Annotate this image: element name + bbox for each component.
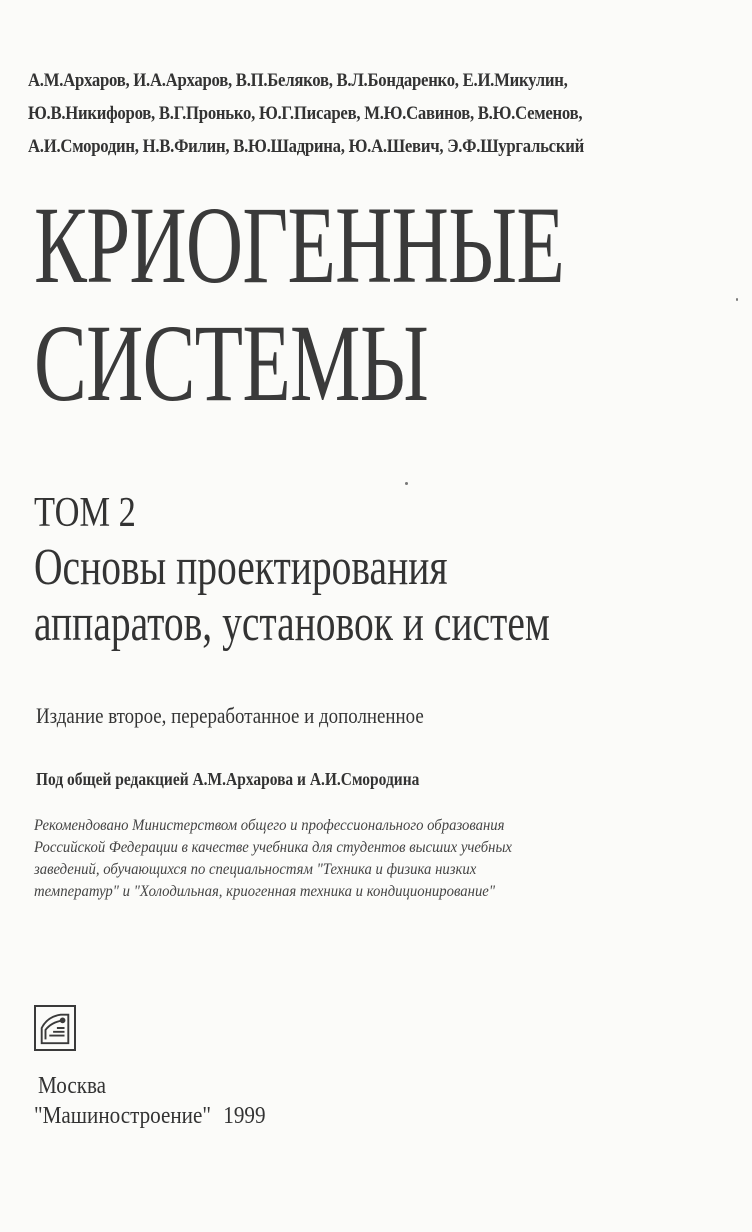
publisher-name: "Машиностроение" bbox=[34, 1103, 211, 1129]
publisher-logo-graphic bbox=[36, 1007, 74, 1049]
print-speck bbox=[736, 298, 738, 301]
recommendation-line: Российской Федерации в качестве учебника для студентов высших учебных bbox=[34, 839, 512, 856]
volume-number: ТОМ 2 bbox=[34, 490, 136, 536]
edition-note: Издание второе, переработанное и дополненное bbox=[36, 703, 424, 728]
publisher-logo-icon bbox=[34, 1005, 76, 1051]
volume-subtitle-line: аппаратов, установок и систем bbox=[34, 595, 550, 652]
book-title-line: КРИОГЕННЫЕ bbox=[34, 184, 565, 306]
volume-subtitle-line: Основы проектирования bbox=[34, 539, 448, 596]
editor-note: Под общей редакцией А.М.Архарова и А.И.Смородина bbox=[36, 769, 420, 789]
publisher-city: Москва bbox=[38, 1073, 107, 1099]
ministry-recommendation bbox=[34, 815, 642, 903]
authors-list bbox=[28, 64, 609, 163]
book-title-line: СИСТЕМЫ bbox=[34, 302, 429, 424]
recommendation-line: заведений, обучающихся по специальностям "Техника и физика низких bbox=[34, 861, 477, 878]
authors-line: А.И.Смородин, Н.В.Филин, В.Ю.Шадрина, Ю.А.Шевич, Э.Ф.Шургальский bbox=[28, 136, 584, 157]
print-speck bbox=[405, 482, 408, 485]
publisher-line bbox=[34, 1102, 266, 1130]
publication-year: 1999 bbox=[223, 1103, 266, 1129]
authors-line: Ю.В.Никифоров, В.Г.Пронько, Ю.Г.Писарев, М.Ю.Савинов, В.Ю.Семенов, bbox=[28, 103, 583, 124]
volume-subtitle bbox=[34, 540, 550, 652]
authors-line: А.М.Архаров, И.А.Архаров, В.П.Беляков, В.Л.Бондаренко, Е.И.Микулин, bbox=[28, 70, 568, 91]
recommendation-line: температур" и "Холодильная, криогенная техника и кондиционирование" bbox=[34, 883, 496, 900]
book-title bbox=[34, 186, 564, 422]
recommendation-line: Рекомендовано Министерством общего и профессионального образования bbox=[34, 817, 505, 834]
